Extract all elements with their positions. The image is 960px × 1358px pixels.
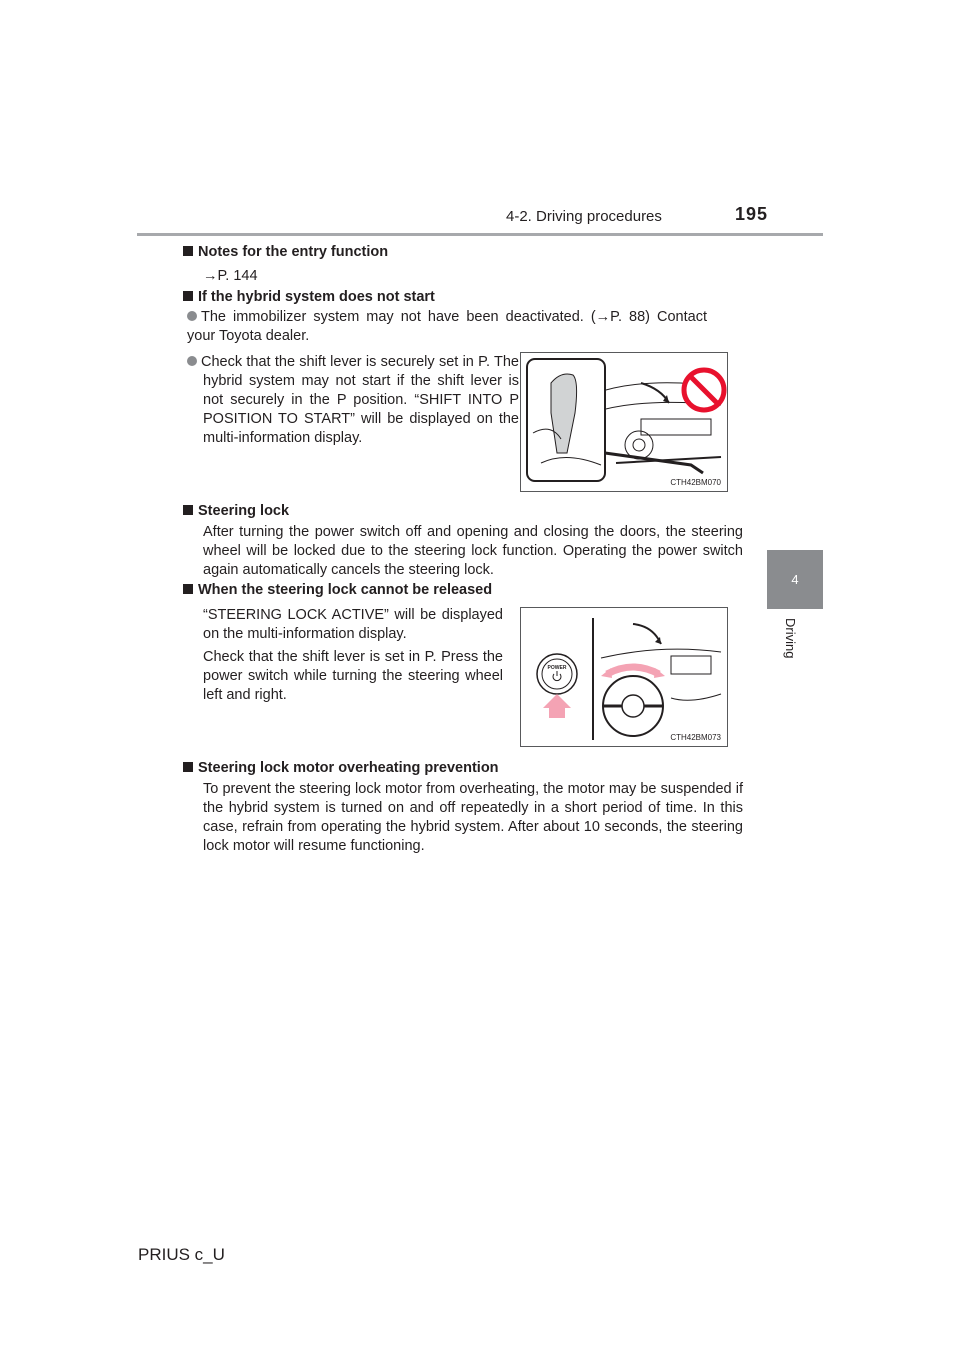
bullet-immobilizer: The immobilizer system may not have been deactivated. (→P. 88) Contact your Toyota dealer.	[187, 309, 707, 344]
steering-lock-body: After turning the power switch off and opening and closing the doors, the steering wheel will be locked due to the steering lock function. Operating the power switch again automatically cancels the steering lock.	[203, 524, 743, 578]
square-bullet-icon	[183, 291, 193, 301]
shift-lever-illustration	[521, 353, 727, 491]
figure-power-switch	[520, 607, 728, 747]
motor-overheating-body: To prevent the steering lock motor from overheating, the motor may be suspended if the hybrid system is turned on and off repeatedly in a short period of time. In this case, refrain from operating the hybrid system. After about 10 seconds, the steering lock motor will resume functioning.	[203, 781, 743, 854]
chapter-title: Driving	[783, 618, 798, 659]
figure-shift-lever	[520, 352, 728, 492]
heading-hybrid-not-start: If the hybrid system does not start	[183, 289, 435, 305]
chapter-label	[767, 612, 823, 672]
heading-motor-overheating: Steering lock motor overheating prevention	[183, 760, 499, 776]
lock-release-instructions: Check that the shift lever is set in P. Press the power switch while turning the steering wheel left and right.	[203, 649, 503, 703]
square-bullet-icon	[183, 584, 193, 594]
lock-active-message: “STEERING LOCK ACTIVE” will be displayed on the multi-information display.	[203, 607, 503, 642]
heading-entry-function: Notes for the entry function	[183, 244, 388, 260]
square-bullet-icon	[183, 762, 193, 772]
figure-code: CTH42BM073	[670, 733, 721, 742]
round-bullet-icon	[187, 311, 197, 321]
heading-steering-lock: Steering lock	[183, 503, 289, 519]
model-footer: PRIUS c_U	[138, 1245, 225, 1264]
square-bullet-icon	[183, 246, 193, 256]
header-divider	[137, 233, 823, 236]
figure-code: CTH42BM070	[670, 478, 721, 487]
power-switch-illustration	[521, 608, 727, 746]
square-bullet-icon	[183, 505, 193, 515]
chapter-tab[interactable]: 4	[767, 550, 823, 609]
page-number: 195	[735, 204, 769, 224]
heading-lock-not-released: When the steering lock cannot be released	[183, 582, 492, 598]
svg-text:POWER: POWER	[547, 665, 567, 671]
section-title: 4-2. Driving procedures	[506, 208, 662, 225]
entry-function-ref[interactable]: →P. 144	[203, 268, 258, 284]
round-bullet-icon	[187, 356, 197, 366]
bullet-shift-lever: Check that the shift lever is securely set in P. The hybrid system may not start if the shift lever is not securely in the P position. “SHIFT INTO P POSITION TO START” will be displayed on the multi-information display.	[187, 353, 519, 448]
